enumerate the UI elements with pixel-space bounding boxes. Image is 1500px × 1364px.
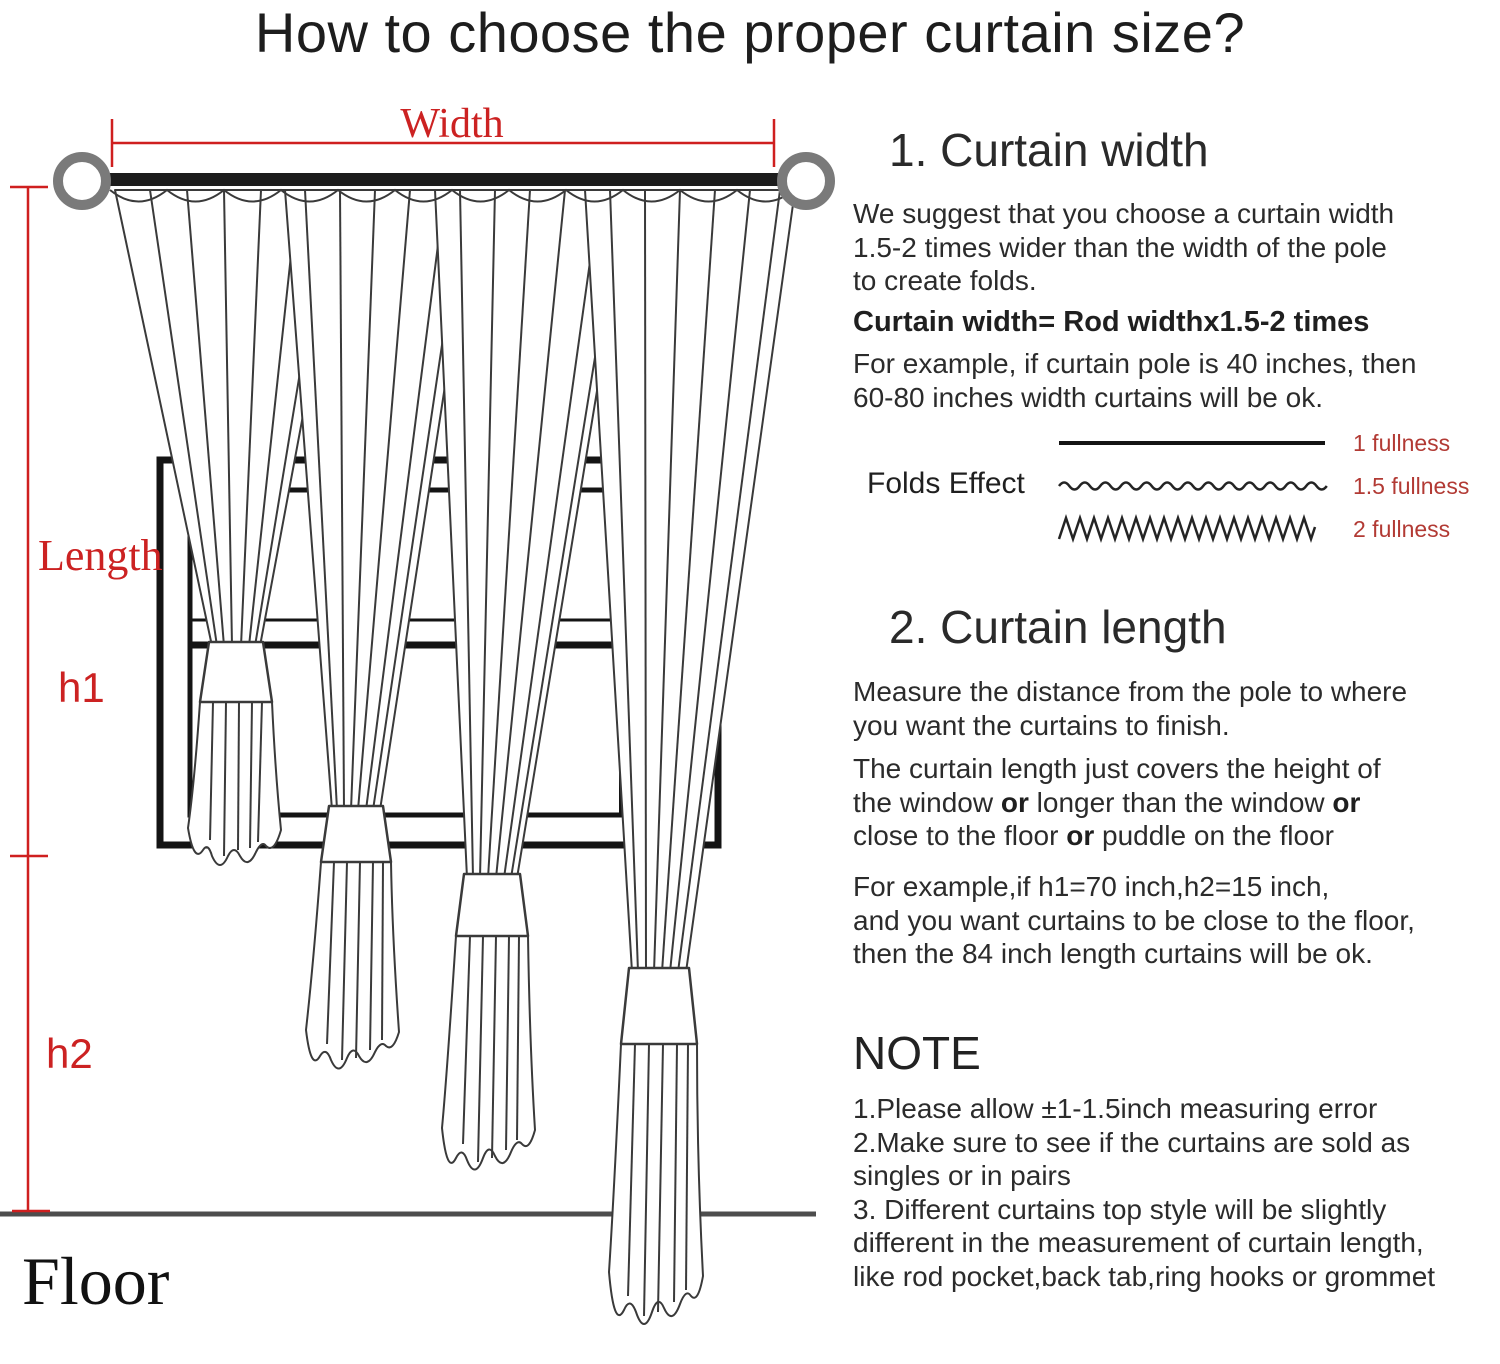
measure-line: you want the curtains to finish. xyxy=(853,709,1230,741)
length-label: Length xyxy=(38,531,163,580)
folds-effect-label: Folds Effect xyxy=(867,467,1025,500)
note-list xyxy=(853,1092,1493,1293)
covers-text: the window xyxy=(853,786,1001,818)
length-measure-line xyxy=(10,187,50,1211)
rod-ring-left xyxy=(58,157,106,205)
page-title: How to choose the proper curtain size? xyxy=(254,1,1246,64)
curtain-width-example xyxy=(853,347,1473,414)
example-line: 60-80 inches width curtains will be ok. xyxy=(853,381,1324,413)
covers-or: or xyxy=(1332,786,1361,818)
curtain-length-measure xyxy=(853,675,1473,742)
covers-text: puddle on the floor xyxy=(1094,820,1334,851)
section-heading-curtain-length: 2. Curtain length xyxy=(889,601,1227,653)
fullness-1-line-icon xyxy=(1057,421,1337,465)
measure-line: Measure the distance from the pole to where xyxy=(853,676,1408,707)
curtain-width-intro xyxy=(853,197,1473,298)
instructions-column xyxy=(845,110,1495,1364)
fullness-row-2 xyxy=(1057,464,1469,508)
note-line: different in the measurement of curtain length, xyxy=(853,1227,1424,1258)
width-label: Width xyxy=(400,101,504,147)
fullness-row-3 xyxy=(1057,507,1450,551)
example-line: For example,if h1=70 inch,h2=15 inch, xyxy=(853,871,1330,902)
note-line: singles or in pairs xyxy=(853,1160,1071,1191)
covers-text: close to the floor xyxy=(853,820,1067,851)
note-line: 1.Please allow ±1-1.5inch measuring error xyxy=(853,1093,1378,1124)
note-line: 2.Make sure to see if the curtains are sold as xyxy=(853,1126,1411,1158)
note-heading: NOTE xyxy=(853,1027,981,1079)
note-line: 3. Different curtains top style will be slightly xyxy=(853,1193,1387,1225)
fullness-2-zigzag-icon xyxy=(1057,507,1337,551)
curtain-rod xyxy=(106,173,798,186)
example-line: For example, if curtain pole is 40 inches, then xyxy=(853,348,1417,379)
fullness-row-1 xyxy=(1057,421,1450,465)
covers-or: or xyxy=(1066,820,1095,851)
h2-label: h2 xyxy=(46,1030,93,1077)
h1-label: h1 xyxy=(58,664,105,711)
covers-text: longer than the window xyxy=(1028,786,1333,818)
fullness-1-5-label: 1.5 fullness xyxy=(1353,472,1470,499)
curtain-length-covers xyxy=(853,752,1473,853)
example-line: then the 84 inch length curtains will be ok. xyxy=(853,938,1373,969)
section-heading-curtain-width: 1. Curtain width xyxy=(889,124,1209,176)
rod-ring-right xyxy=(782,157,830,205)
fullness-2-label: 2 fullness xyxy=(1353,515,1451,542)
covers-or: or xyxy=(1000,786,1029,818)
intro-line: 1.5-2 times wider than the width of the pole xyxy=(853,231,1387,263)
fullness-1-5-wave-icon xyxy=(1057,464,1337,508)
intro-line: to create folds. xyxy=(853,265,1037,296)
floor-label: Floor xyxy=(22,1243,170,1319)
fullness-1-label: 1 fullness xyxy=(1353,429,1451,456)
note-line: like rod pocket,back tab,ring hooks or grommet xyxy=(853,1260,1436,1292)
intro-line: We suggest that you choose a curtain width xyxy=(853,198,1395,229)
curtain-width-formula: Curtain width= Rod widthx1.5-2 times xyxy=(853,306,1370,338)
curtain-length-example xyxy=(853,870,1473,971)
covers-text: The curtain length just covers the height of xyxy=(853,753,1381,784)
example-line: and you want curtains to be close to the floor, xyxy=(853,904,1415,936)
